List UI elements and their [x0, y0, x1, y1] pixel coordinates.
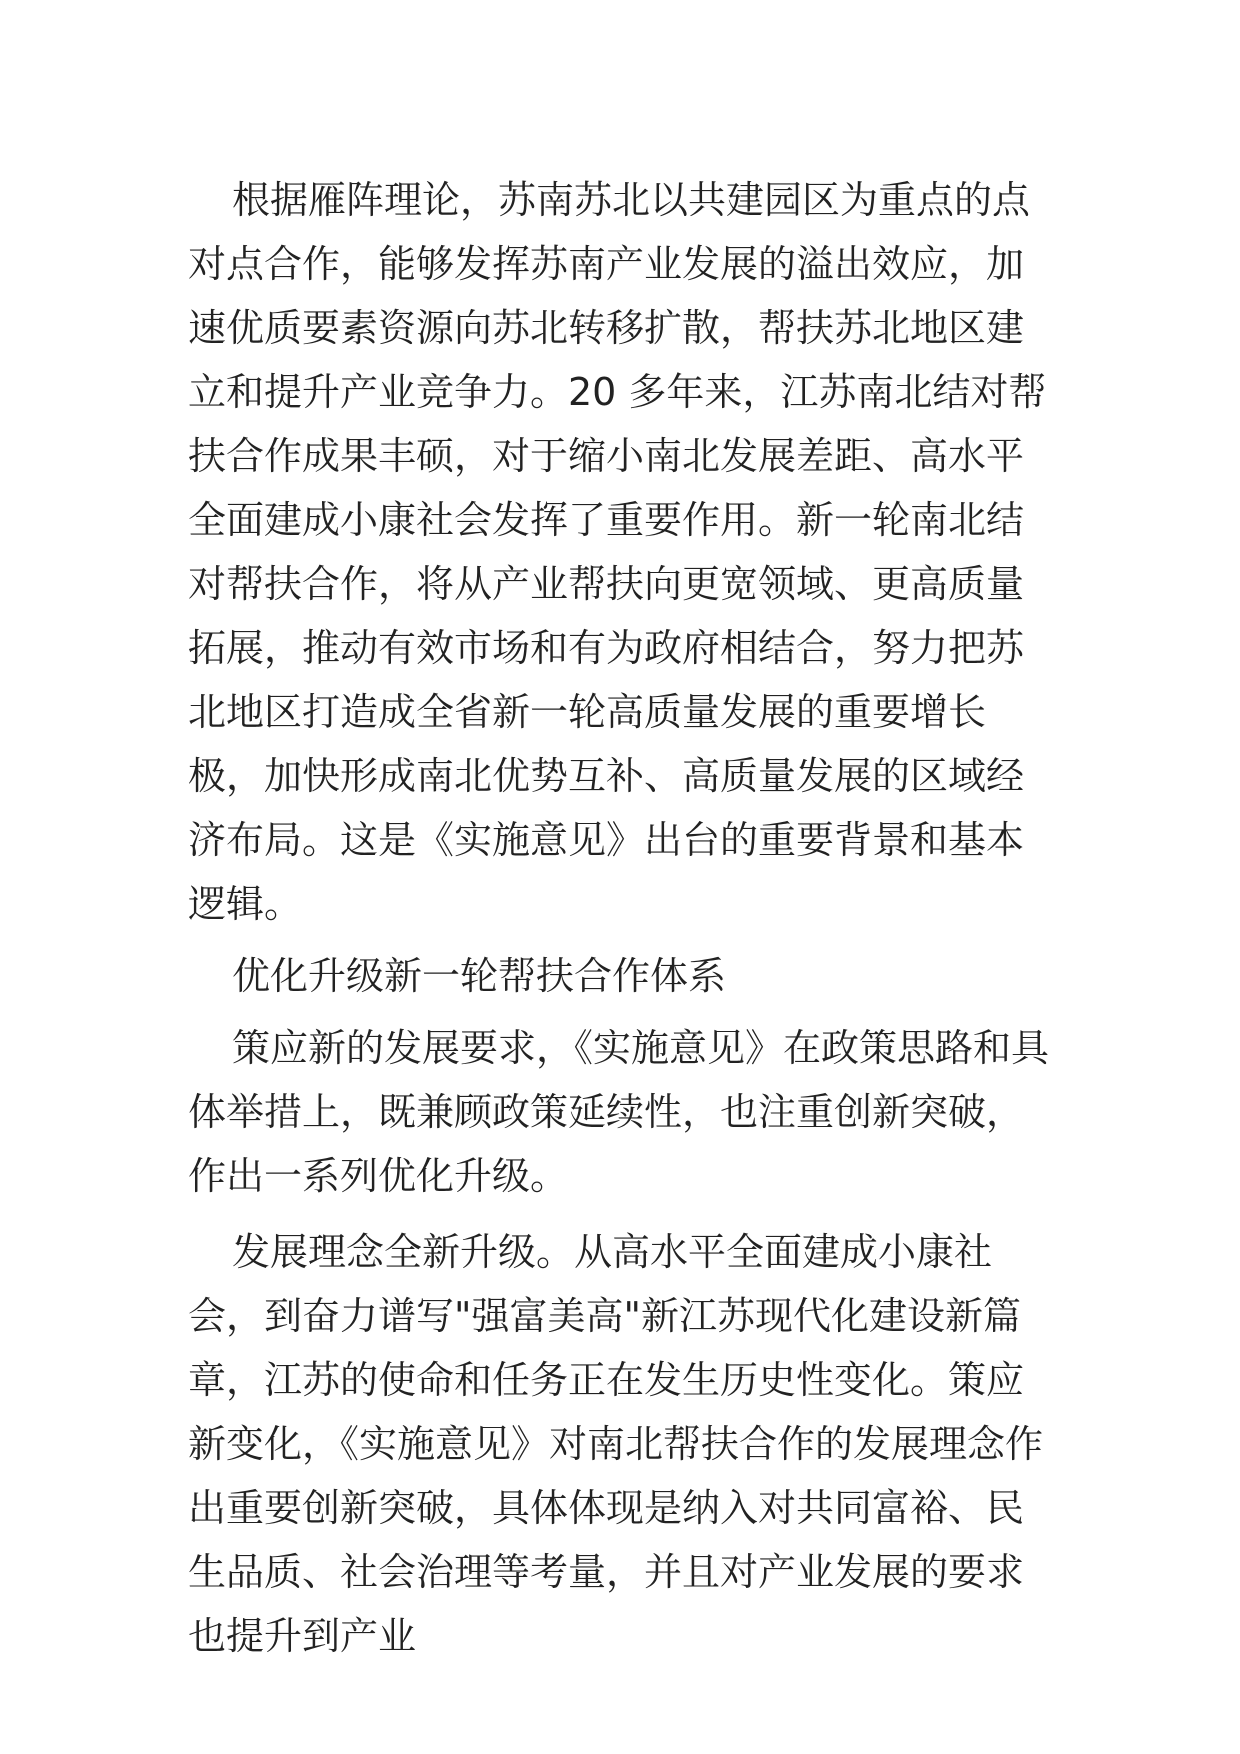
- document-body: [188, 168, 1060, 1668]
- section-heading: 优化升级新一轮帮扶合作体系: [232, 954, 727, 998]
- paragraph-development-concept: 发展理念全新升级。从高水平全面建成小康社会，到奋力谱写"强富美高"新江苏现代化建设新篇章，江苏的使命和任务正在发生历史性变化。策应新变化，《实施意见》对南北帮扶合作的发展理念作出重要创新突破，具体体现是纳入对共同富裕、民生品质、社会治理等考量，并且对产业发展的要求也提升到产业: [188, 1230, 1044, 1658]
- paragraph-background: 根据雁阵理论，苏南苏北以共建园区为重点的点对点合作，能够发挥苏南产业发展的溢出效应，加速优质要素资源向苏北转移扩散，帮扶苏北地区建立和提升产业竞争力。20 多年来，江苏南北结对帮扶合作成果丰硕，对于缩小南北发展差距、高水平全面建成小康社会发挥了重要作用。新一轮南北结对帮扶合作，将从产业帮扶向更宽领域、更高质量拓展，推动有效市场和有为政府相结合，努力把苏北地区打造成全省新一轮高质量发展的重要增长极，加快形成南北优势互补、高质量发展的区域经济布局。这是《实施意见》出台的重要背景和基本逻辑。: [188, 178, 1047, 926]
- paragraph-upgrade-intro: 策应新的发展要求，《实施意见》在政策思路和具体举措上，既兼顾政策延续性，也注重创新突破，作出一系列优化升级。: [188, 1026, 1050, 1198]
